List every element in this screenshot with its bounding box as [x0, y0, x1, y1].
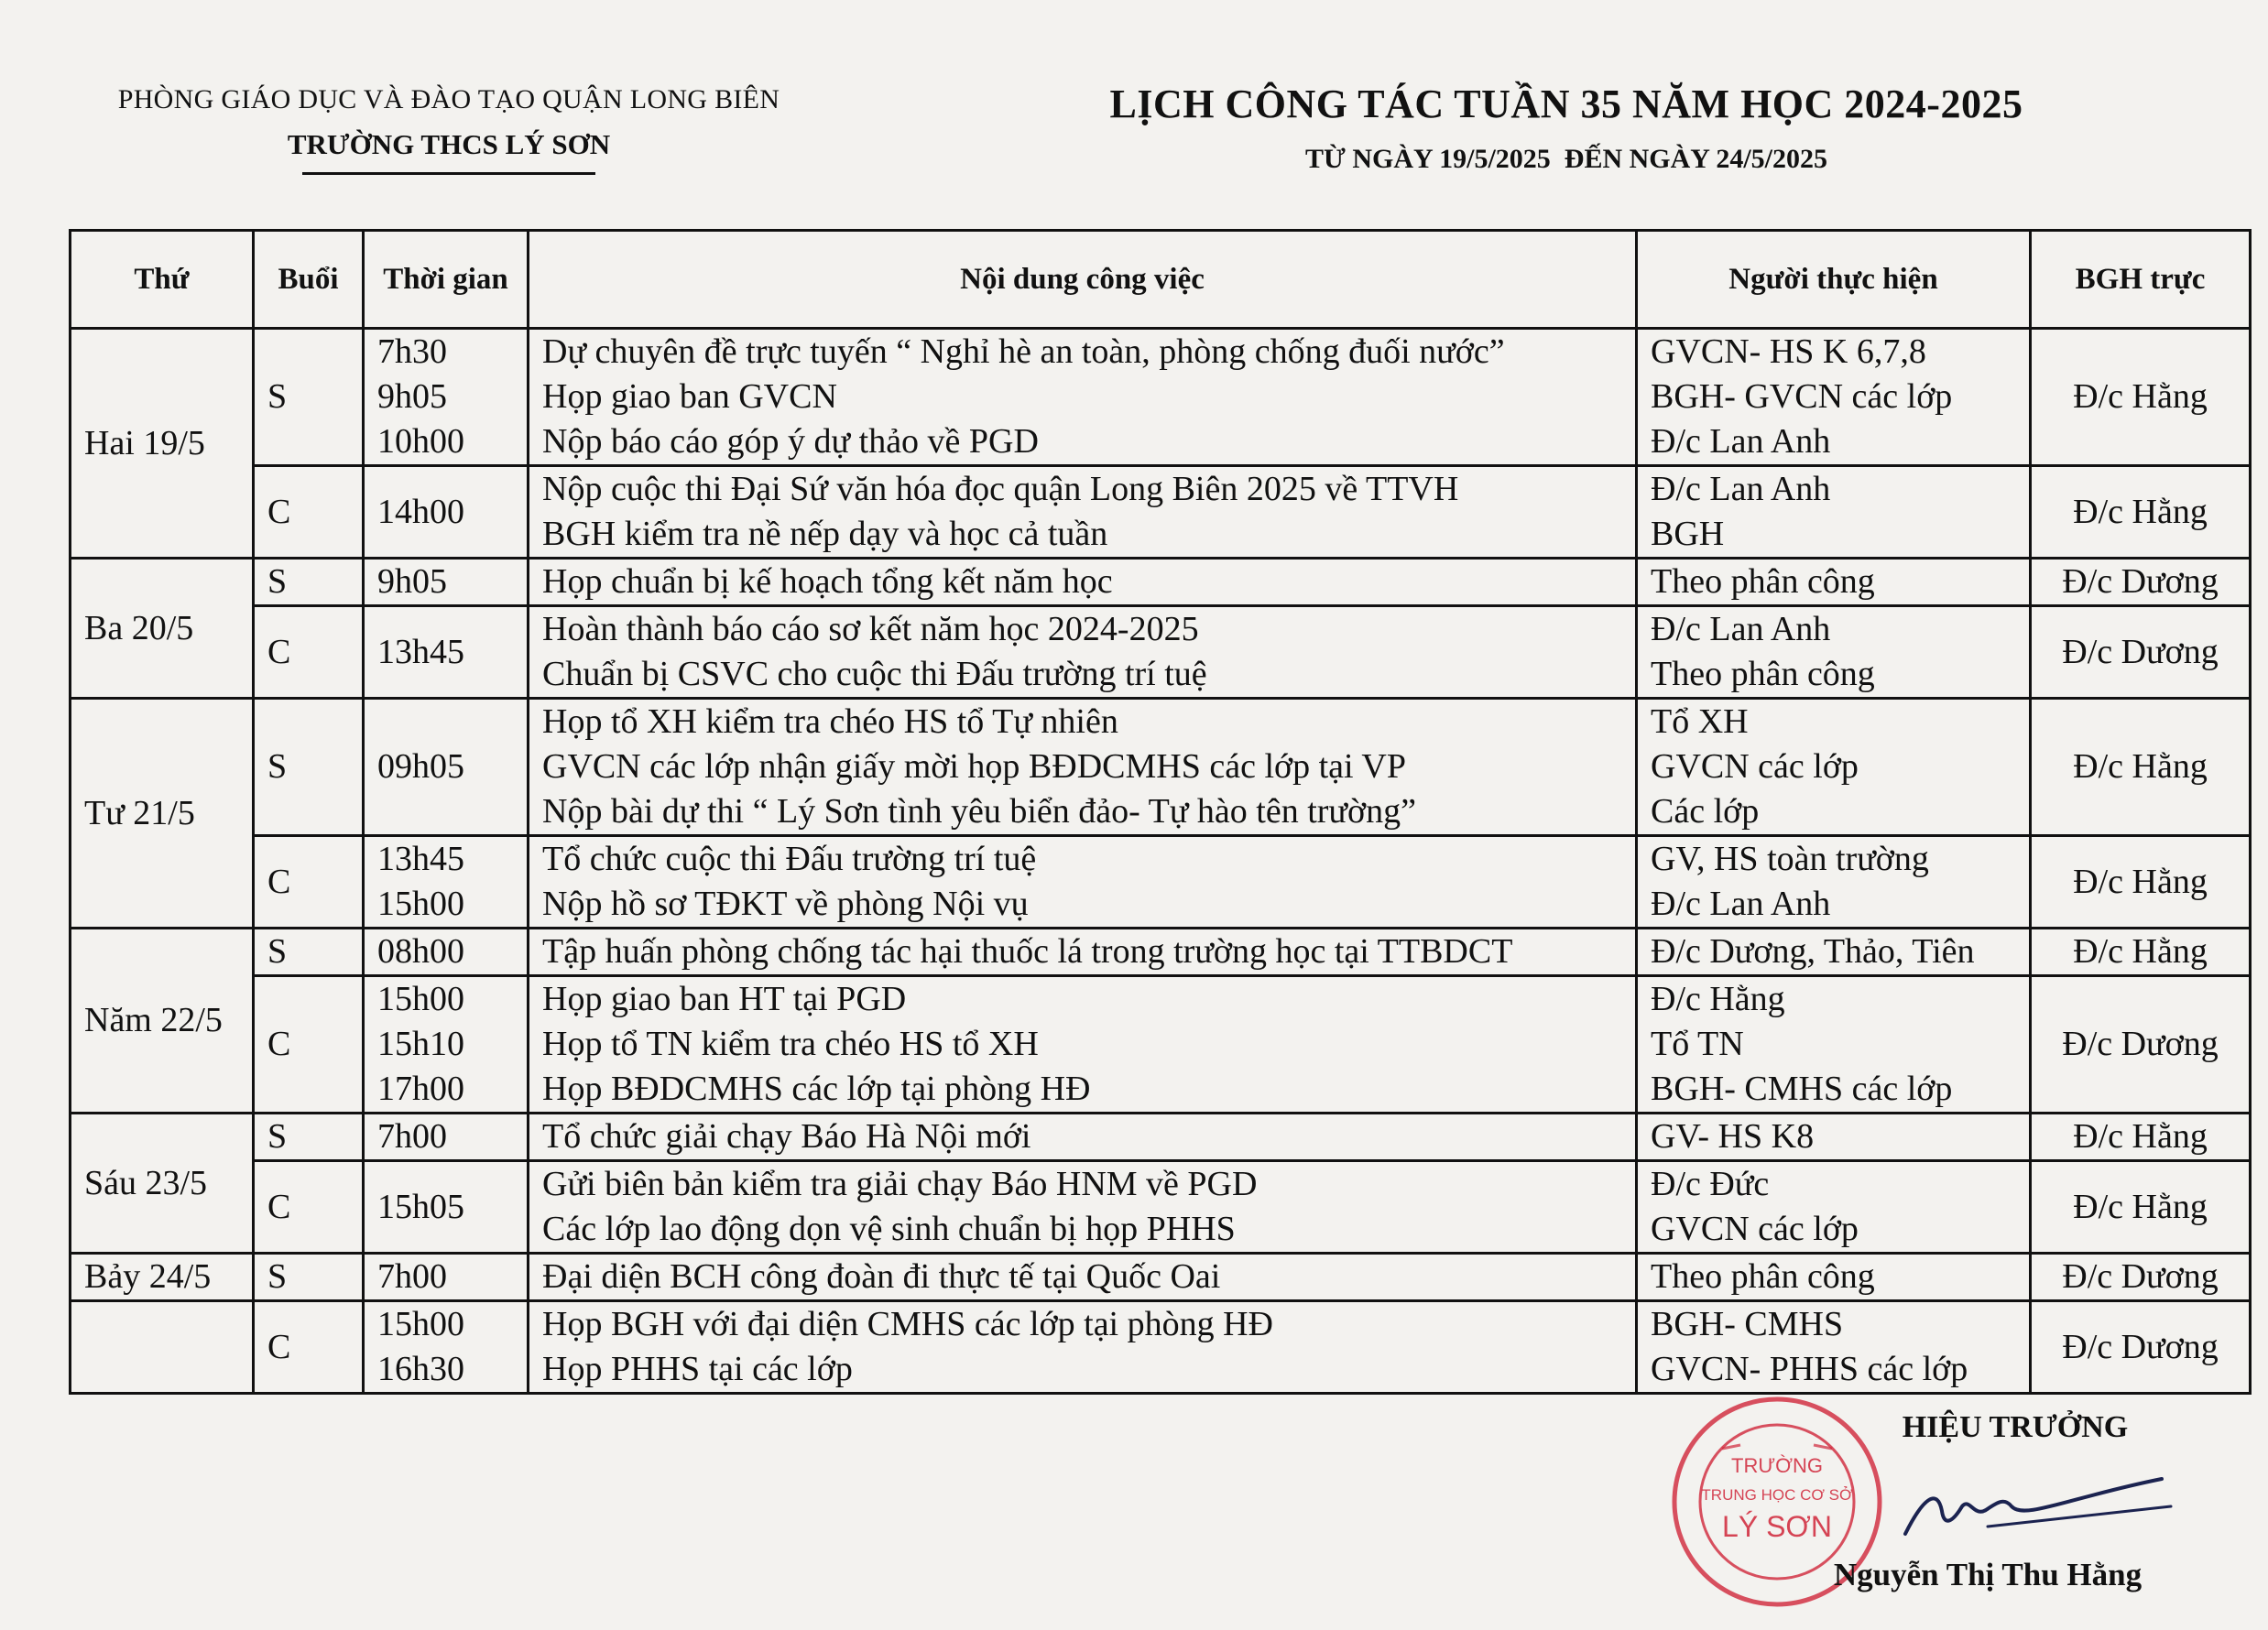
time-cell [364, 1254, 529, 1301]
task-line: Nộp báo cáo góp ý dự thảo về PGD [542, 422, 1039, 461]
column-header-session: Buổi [254, 231, 364, 329]
task-line: BGH kiểm tra nề nếp dạy và học cả tuần [542, 515, 1108, 553]
task-cell [529, 699, 1637, 836]
schedule-table [69, 229, 2252, 1395]
time-line: 15h00 [377, 1305, 464, 1343]
duty-cell: Đ/c Hằng [2031, 929, 2251, 976]
person-line: GV, HS toàn trường [1651, 840, 1929, 878]
task-cell [529, 1301, 1637, 1394]
task-line: Chuẩn bị CSVC cho cuộc thi Đấu trường trí tuệ [542, 655, 1207, 693]
duty-cell: Đ/c Dương [2031, 606, 2251, 699]
person-cell [1637, 559, 2031, 606]
time-line: 15h00 [377, 885, 464, 923]
time-line: 15h00 [377, 980, 464, 1018]
time-cell [364, 329, 529, 466]
session-cell: C [254, 976, 364, 1114]
duty-cell: Đ/c Dương [2031, 1254, 2251, 1301]
session-cell: C [254, 1301, 364, 1394]
day-cell [71, 1301, 254, 1394]
session-cell: C [254, 466, 364, 559]
person-line: Theo phân công [1651, 655, 1875, 693]
task-cell [529, 1114, 1637, 1161]
signature-icon [1887, 1470, 2180, 1552]
table-row [71, 1161, 2251, 1254]
task-cell [529, 976, 1637, 1114]
time-line: 16h30 [377, 1350, 464, 1388]
task-line: Họp tổ XH kiểm tra chéo HS tổ Tự nhiên [542, 702, 1118, 741]
time-line: 13h45 [377, 840, 464, 878]
time-line: 9h05 [377, 377, 447, 416]
table-row [71, 976, 2251, 1114]
person-line: Theo phân công [1651, 562, 1875, 601]
column-header-time: Thời gian [364, 231, 529, 329]
person-line: BGH- CMHS các lớp [1651, 1070, 1953, 1108]
person-cell [1637, 1301, 2031, 1394]
table-row [71, 1114, 2251, 1161]
task-line: GVCN các lớp nhận giấy mời họp BĐDCMHS các lớp tại VP [542, 747, 1406, 786]
person-line: Đ/c Lan Anh [1651, 470, 1831, 508]
task-cell [529, 836, 1637, 929]
session-cell: S [254, 559, 364, 606]
duty-cell: Đ/c Hằng [2031, 836, 2251, 929]
task-line: Họp giao ban HT tại PGD [542, 980, 907, 1018]
table-row [71, 1254, 2251, 1301]
time-cell [364, 606, 529, 699]
document-title: LỊCH CÔNG TÁC TUẦN 35 NĂM HỌC 2024-2025 [1109, 82, 2023, 126]
task-line: Các lớp lao động dọn vệ sinh chuẩn bị họp PHHS [542, 1210, 1236, 1248]
schedule-body [71, 329, 2251, 1394]
task-line: Họp BGH với đại diện CMHS các lớp tại phòng HĐ [542, 1305, 1273, 1343]
table-row [71, 1301, 2251, 1394]
column-header-person: Người thực hiện [1637, 231, 2031, 329]
person-cell [1637, 836, 2031, 929]
session-cell: S [254, 699, 364, 836]
time-cell [364, 976, 529, 1114]
table-row [71, 466, 2251, 559]
task-cell [529, 559, 1637, 606]
time-line: 7h30 [377, 332, 447, 371]
task-cell [529, 929, 1637, 976]
date-range: TỪ NGÀY 19/5/2025 ĐẾN NGÀY 24/5/2025 [1305, 144, 1827, 174]
time-line: 09h05 [377, 747, 464, 786]
table-row [71, 699, 2251, 836]
task-line: Họp giao ban GVCN [542, 377, 837, 416]
person-cell [1637, 929, 2031, 976]
school-name: TRƯỜNG THCS LÝ SƠN [287, 128, 611, 160]
time-line: 7h00 [377, 1257, 447, 1296]
task-line: Nộp bài dự thi “ Lý Sơn tình yêu biển đảo- Tự hào tên trường” [542, 792, 1416, 831]
person-cell [1637, 1161, 2031, 1254]
session-cell: S [254, 929, 364, 976]
time-cell [364, 1114, 529, 1161]
time-cell [364, 1301, 529, 1394]
duty-cell: Đ/c Hằng [2031, 466, 2251, 559]
duty-cell: Đ/c Hằng [2031, 699, 2251, 836]
column-header-duty: BGH trực [2031, 231, 2251, 329]
task-line: Nộp cuộc thi Đại Sứ văn hóa đọc quận Long Biên 2025 về TTVH [542, 470, 1459, 508]
person-line: GVCN- HS K 6,7,8 [1651, 332, 1926, 371]
person-line: GVCN các lớp [1651, 1210, 1859, 1248]
svg-text:TRUNG HỌC CƠ SỞ: TRUNG HỌC CƠ SỞ [1701, 1486, 1853, 1504]
signer-title: HIỆU TRƯỞNG [1902, 1410, 2129, 1444]
svg-text:LÝ SƠN: LÝ SƠN [1722, 1510, 1832, 1543]
signer-name: Nguyễn Thị Thu Hằng [1833, 1557, 2143, 1592]
duty-cell: Đ/c Dương [2031, 559, 2251, 606]
time-cell [364, 1161, 529, 1254]
person-line: GV- HS K8 [1651, 1117, 1815, 1156]
person-line: Đ/c Dương, Thảo, Tiên [1651, 932, 1975, 971]
task-line: Nộp hồ sơ TĐKT về phòng Nội vụ [542, 885, 1029, 923]
person-cell [1637, 1114, 2031, 1161]
session-cell: S [254, 1114, 364, 1161]
duty-cell: Đ/c Hằng [2031, 1161, 2251, 1254]
signature-block [1640, 1392, 2226, 1630]
task-line: Tổ chức giải chạy Báo Hà Nội mới [542, 1117, 1031, 1156]
table-header-row [71, 231, 2251, 329]
person-line: Theo phân công [1651, 1257, 1875, 1296]
day-cell: Tư 21/5 [71, 699, 254, 929]
time-line: 14h00 [377, 492, 464, 531]
person-cell [1637, 466, 2031, 559]
duty-cell: Đ/c Hằng [2031, 329, 2251, 466]
task-cell [529, 1254, 1637, 1301]
task-line: Đại diện BCH công đoàn đi thực tế tại Quốc Oai [542, 1257, 1221, 1296]
person-line: BGH- GVCN các lớp [1651, 377, 1953, 416]
task-line: Tập huấn phòng chống tác hại thuốc lá trong trường học tại TTBDCT [542, 932, 1513, 971]
issuer-block [64, 84, 834, 175]
day-cell: Ba 20/5 [71, 559, 254, 699]
person-cell [1637, 1254, 2031, 1301]
time-cell [364, 466, 529, 559]
person-line: GVCN- PHHS các lớp [1651, 1350, 1968, 1388]
day-cell: Hai 19/5 [71, 329, 254, 559]
person-cell [1637, 329, 2031, 466]
time-line: 15h10 [377, 1025, 464, 1063]
person-cell [1637, 699, 2031, 836]
task-line: Họp BĐDCMHS các lớp tại phòng HĐ [542, 1070, 1091, 1108]
time-line: 10h00 [377, 422, 464, 461]
session-cell: C [254, 836, 364, 929]
title-block [1072, 81, 2061, 175]
time-line: 13h45 [377, 632, 464, 671]
table-row [71, 929, 2251, 976]
person-line: GVCN các lớp [1651, 747, 1859, 786]
svg-text:TRƯỜNG: TRƯỜNG [1731, 1454, 1823, 1477]
table-row [71, 559, 2251, 606]
session-cell: S [254, 329, 364, 466]
person-line: BGH- CMHS [1651, 1305, 1844, 1343]
task-line: Tổ chức cuộc thi Đấu trường trí tuệ [542, 840, 1037, 878]
table-row [71, 836, 2251, 929]
day-cell: Sáu 23/5 [71, 1114, 254, 1254]
session-cell: S [254, 1254, 364, 1301]
time-line: 08h00 [377, 932, 464, 971]
day-cell: Năm 22/5 [71, 929, 254, 1114]
task-line: Họp tổ TN kiểm tra chéo HS tổ XH [542, 1025, 1039, 1063]
duty-cell: Đ/c Dương [2031, 976, 2251, 1114]
table-row [71, 606, 2251, 699]
task-cell [529, 466, 1637, 559]
task-line: Dự chuyên đề trực tuyến “ Nghỉ hè an toàn, phòng chống đuối nước” [542, 332, 1505, 371]
department-name: PHÒNG GIÁO DỤC VÀ ĐÀO TẠO QUẬN LONG BIÊN [117, 84, 780, 114]
person-line: Các lớp [1651, 792, 1760, 831]
person-line: Đ/c Lan Anh [1651, 610, 1831, 648]
person-line: Đ/c Đức [1651, 1165, 1770, 1203]
person-line: Tổ TN [1651, 1025, 1744, 1063]
person-line: Đ/c Lan Anh [1651, 422, 1831, 461]
person-line: BGH [1651, 515, 1725, 553]
time-line: 9h05 [377, 562, 447, 601]
task-line: Hoàn thành báo cáo sơ kết năm học 2024-2025 [542, 610, 1199, 648]
table-row [71, 329, 2251, 466]
session-cell: C [254, 606, 364, 699]
person-cell [1637, 606, 2031, 699]
task-cell [529, 1161, 1637, 1254]
person-cell [1637, 976, 2031, 1114]
time-cell [364, 929, 529, 976]
task-cell [529, 606, 1637, 699]
person-line: Tổ XH [1651, 702, 1749, 741]
task-line: Họp PHHS tại các lớp [542, 1350, 853, 1388]
duty-cell: Đ/c Hằng [2031, 1114, 2251, 1161]
task-cell [529, 329, 1637, 466]
duty-cell: Đ/c Dương [2031, 1301, 2251, 1394]
person-line: Đ/c Lan Anh [1651, 885, 1831, 923]
time-cell [364, 699, 529, 836]
time-line: 7h00 [377, 1117, 447, 1156]
column-header-day: Thứ [71, 231, 254, 329]
time-line: 15h05 [377, 1187, 464, 1226]
divider [302, 172, 595, 175]
column-header-task: Nội dung công việc [529, 231, 1637, 329]
time-line: 17h00 [377, 1070, 464, 1108]
day-cell: Bảy 24/5 [71, 1254, 254, 1301]
person-line: Đ/c Hằng [1651, 980, 1785, 1018]
task-line: Họp chuẩn bị kế hoạch tổng kết năm học [542, 562, 1113, 601]
time-cell [364, 559, 529, 606]
task-line: Gửi biên bản kiểm tra giải chạy Báo HNM về PGD [542, 1165, 1258, 1203]
session-cell: C [254, 1161, 364, 1254]
time-cell [364, 836, 529, 929]
